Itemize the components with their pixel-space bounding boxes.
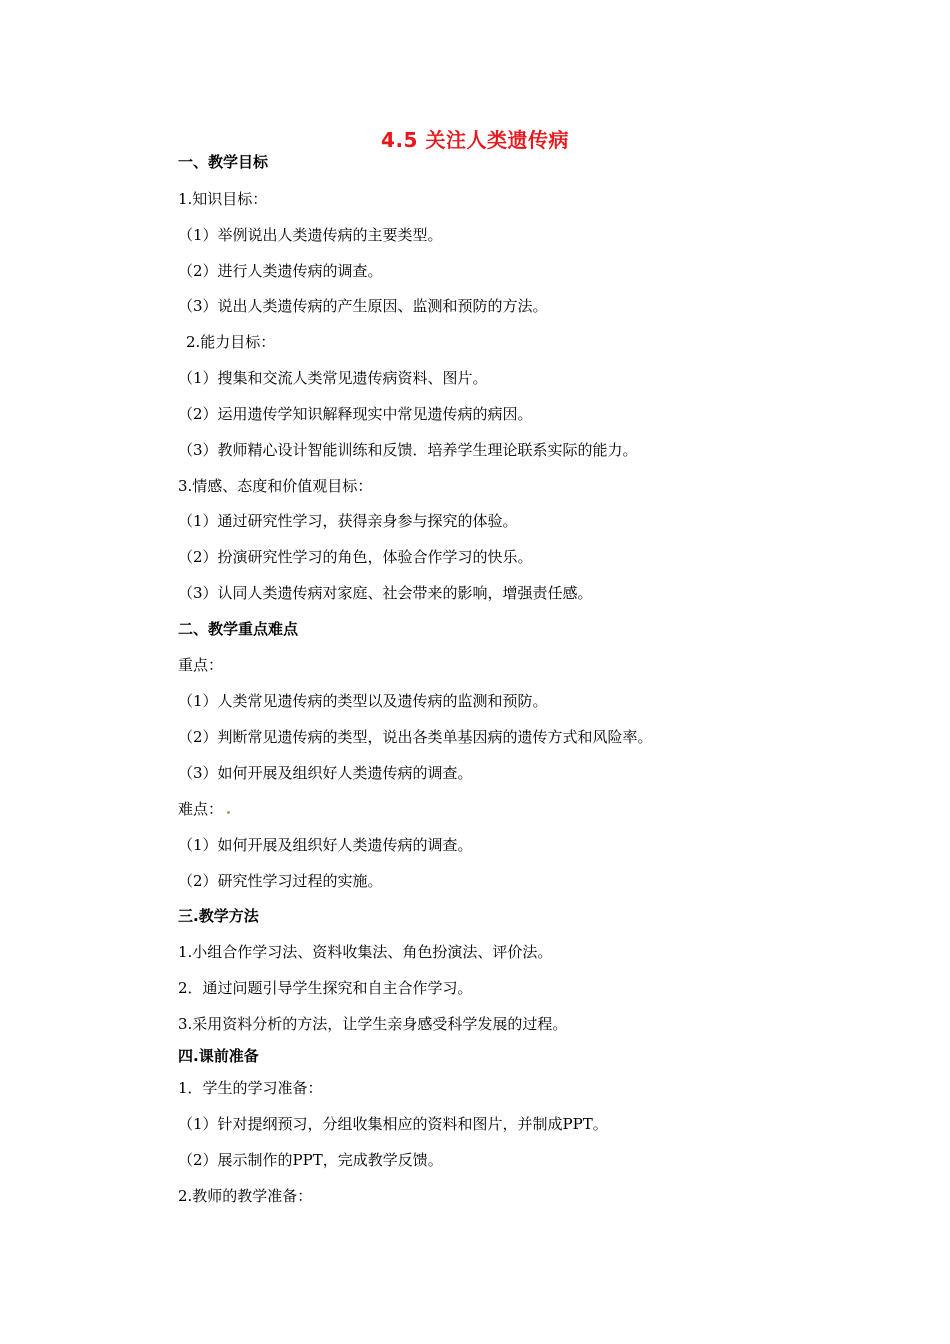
list-item: （3）说出人类遗传病的产生原因、监测和预防的方法。 [178,297,548,315]
subheading-emotion-goals: 3.情感、态度和价值观目标： [178,477,373,495]
list-item: （1）如何开展及组织好人类遗传病的调查。 [178,836,473,854]
section-heading-preparation: 四.课前准备 [178,1047,259,1065]
list-item: 1.小组合作学习法、资料收集法、角色扮演法、评价法。 [178,943,553,961]
subheading-teacher-preparation: 2.教师的教学准备： [178,1187,313,1205]
subheading-difficulties: 难点： [178,799,230,819]
list-item: （3）教师精心设计智能训练和反馈．培养学生理论联系实际的能力。 [178,441,638,459]
list-item: （3）认同人类遗传病对家庭、社会带来的影响，增强责任感。 [178,584,593,602]
list-item: （1）通过研究性学习，获得亲身参与探究的体验。 [178,512,518,530]
list-item: （2）运用遗传学知识解释现实中常见遗传病的病因。 [178,405,533,423]
section-heading-teaching-goals: 一、教学目标 [178,153,269,171]
list-item: （3）如何开展及组织好人类遗传病的调查。 [178,764,473,782]
subheading-ability-goals: 2.能力目标： [186,333,276,351]
list-item: （1）针对提纲预习，分组收集相应的资料和图片，并制成PPT。 [178,1115,608,1133]
list-item: （1）搜集和交流人类常见遗传病资料、图片。 [178,369,488,387]
list-item: （1）举例说出人类遗传病的主要类型。 [178,226,443,244]
section-heading-teaching-methods: 三.教学方法 [178,907,259,925]
list-item: （2）展示制作的PPT，完成教学反馈。 [178,1151,443,1169]
document-title: 4.5 关注人类遗传病 [381,128,569,152]
list-item: （1）人类常见遗传病的类型以及遗传病的监测和预防。 [178,692,548,710]
list-item: （2）扮演研究性学习的角色，体验合作学习的快乐。 [178,548,533,566]
list-item: （2）判断常见遗传病的类型，说出各类单基因病的遗传方式和风险率。 [178,728,653,746]
subheading-key-points: 重点： [178,656,224,674]
subheading-knowledge-goals: 1.知识目标： [178,190,268,208]
decorative-dot [227,811,230,814]
section-heading-key-points: 二、教学重点难点 [178,620,299,638]
list-item: 2．通过问题引导学生探究和自主合作学习。 [178,979,473,997]
list-item: 3.采用资料分析的方法，让学生亲身感受科学发展的过程。 [178,1015,568,1033]
list-item: （2）研究性学习过程的实施。 [178,872,383,890]
subheading-student-preparation: 1．学生的学习准备： [178,1079,323,1097]
list-item: （2）进行人类遗传病的调查。 [178,262,383,280]
